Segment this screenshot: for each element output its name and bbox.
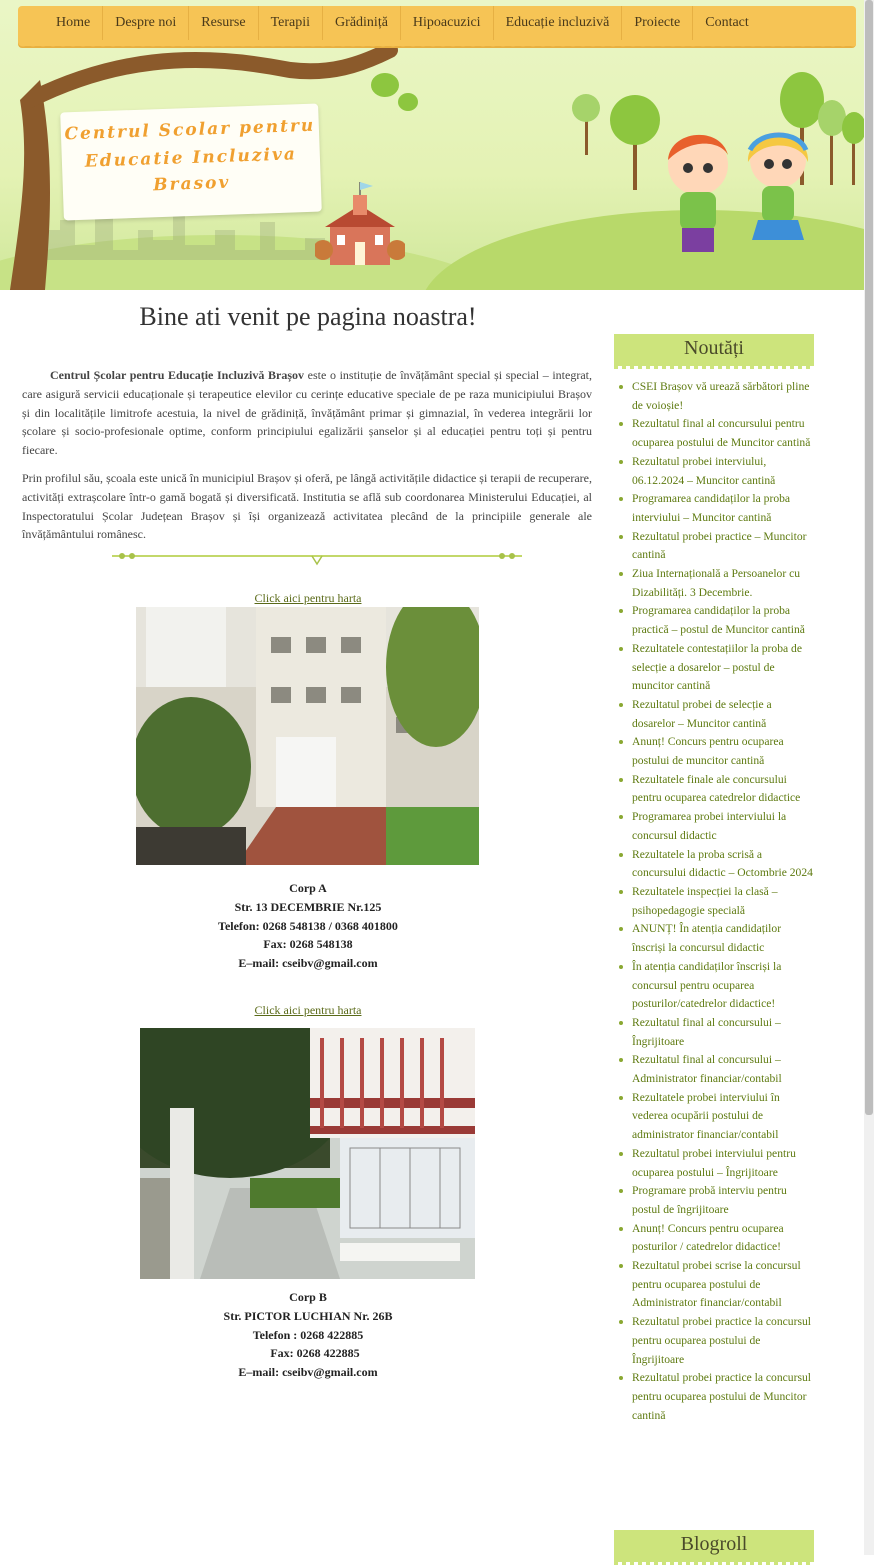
news-item-link[interactable]: Rezultatul probei interviului pentru ocuparea postului – Îngrijitoare	[614, 1145, 814, 1182]
nav-resurse[interactable]: Resurse	[189, 6, 258, 40]
news-item-link[interactable]: Rezultatul probei practice la concursul pentru ocuparea postului de Îngrijitoare	[614, 1313, 814, 1369]
corp-b-email: E–mail: cseibv@gmail.com	[238, 1365, 378, 1380]
corp-a-email: E–mail: cseibv@gmail.com	[238, 956, 378, 971]
blogroll-widget-title: Blogroll	[614, 1530, 814, 1562]
nav-educatie-incluziva[interactable]: Educație incluzivă	[494, 6, 623, 40]
news-item-link[interactable]: În atenția candidaților înscriși la concursul pentru ocuparea posturilor/catedrelor didactice!	[614, 958, 814, 1014]
profile-paragraph: Prin profilul său, școala este unică în municipiul Brașov și oferă, pe lângă activitățile didactice și terapii de recuperare, activități extrașcolare într-o gamă bogată și diversificată. Institutia se află sub coordonarea Ministerului Educației, al Inspectoratului Școlar Județean Brașov și își organizează activitatea plecând de la principiile generale ale învățământului românesc.	[22, 471, 592, 542]
news-item-link[interactable]: Rezultatul probei de selecție a dosarelor – Muncitor cantină	[614, 696, 814, 733]
corp-a-address: Str. 13 DECEMBRIE Nr.125	[234, 899, 382, 914]
corp-a-name: Corp A	[289, 881, 327, 895]
news-item-link[interactable]: Rezultatele la proba scrisă a concursului didactic – Octombrie 2024	[614, 846, 814, 883]
corp-a-phone: Telefon: 0268 548138 / 0368 401800	[218, 918, 398, 933]
news-list	[614, 378, 814, 1425]
nav-home[interactable]: Home	[44, 6, 103, 40]
logo-line-3: Brasov	[152, 172, 231, 196]
news-item-link[interactable]: Programarea probei interviului la concursul didactic	[614, 808, 814, 845]
news-item-link[interactable]: Rezultatele probei interviului în vederea ocupării postului de administrator financiar/contabil	[614, 1089, 814, 1145]
intro-text: este o instituție de învățământ special și special – integrat, care asigură servicii educaționale și terapeutice elevilor cu cerințe educative speciale de pe raza municipiului Brașov și din localitățile limitrofe acestuia, la nivel de grădiniță, învățământ primar și gimnazial, în vederea integrării lor școlare și socio-profesionale optime, conform principiului egalizării șanselor și al educației pentru toți și pentru fiecare.	[22, 368, 593, 458]
corp-b-info	[22, 1288, 594, 1382]
header-banner	[0, 0, 874, 290]
news-item-link[interactable]: Rezultatul final al concursului pentru ocuparea postului de Muncitor cantină	[614, 415, 814, 452]
sidebar	[614, 334, 814, 1425]
news-item-link[interactable]: Rezultatul probei practice – Muncitor cantină	[614, 528, 814, 565]
news-item-link[interactable]: Programarea candidaților la proba practică – postul de Muncitor cantină	[614, 602, 814, 639]
news-item-link[interactable]: Rezultatul probei scrise la concursul pentru ocuparea postului de Administrator financiar/contabil	[614, 1257, 814, 1313]
logo-sign[interactable]	[60, 104, 322, 221]
nav-contact[interactable]: Contact	[705, 15, 749, 30]
nav-despre-noi[interactable]: Despre noi	[103, 6, 189, 40]
corp-a-fax: Fax: 0268 548138	[263, 937, 353, 952]
news-widget-title: Noutăți	[614, 334, 814, 366]
news-item-link[interactable]: Ziua Internațională a Persoanelor cu Dizabilități. 3 Decembrie.	[614, 565, 814, 602]
news-item-link[interactable]: Anunț! Concurs pentru ocuparea postului de muncitor cantină	[614, 733, 814, 770]
nav-terapii[interactable]: Terapii	[259, 6, 323, 40]
scrollbar-thumb[interactable]	[865, 0, 873, 1115]
news-item-link[interactable]: Anunț! Concurs pentru ocuparea posturilor / catedrelor didactice!	[614, 1220, 814, 1257]
map-link-corp-a[interactable]: Click aici pentru harta	[254, 591, 362, 605]
logo-line-2: Educatie Incluziva	[84, 144, 298, 172]
news-item-link[interactable]: Rezultatul probei practice la concursul pentru ocuparea postului de Muncitor cantină	[614, 1369, 814, 1425]
photo-corp-a[interactable]	[136, 607, 479, 865]
news-item-link[interactable]: CSEI Brașov vă urează sărbători pline de voioșie!	[614, 378, 814, 415]
news-item-link[interactable]: Rezultatele inspecției la clasă – psihopedagogie specială	[614, 883, 814, 920]
intro-bold: Centrul Școlar pentru Educație Incluzivă Brașov	[50, 368, 304, 382]
news-item-link[interactable]: Rezultatul final al concursului – Administrator financiar/contabil	[614, 1051, 814, 1088]
children-illustration	[650, 120, 820, 270]
news-item-link[interactable]: Rezultatul final al concursului – Îngrijitoare	[614, 1014, 814, 1051]
corp-b-fax: Fax: 0268 422885	[270, 1346, 360, 1361]
nav-hipoacuzici[interactable]: Hipoacuzici	[401, 6, 494, 40]
photo-corp-b[interactable]	[140, 1028, 475, 1279]
map-link-corp-b[interactable]: Click aici pentru harta	[254, 1003, 362, 1017]
logo-line-1: Centrul Scolar pentru	[64, 115, 316, 145]
intro-paragraph	[22, 366, 592, 460]
news-item-link[interactable]: Programare probă interviu pentru postul de îngrijitoare	[614, 1182, 814, 1219]
ornamental-divider	[112, 552, 522, 566]
nav-proiecte[interactable]: Proiecte	[622, 6, 693, 40]
school-building-illustration	[315, 180, 405, 270]
news-item-link[interactable]: Rezultatele contestațiilor la proba de selecție a dosarelor – postul de muncitor cantină	[614, 640, 814, 696]
corp-b-name: Corp B	[289, 1290, 327, 1304]
nav-scallop-edge	[18, 42, 856, 50]
news-item-link[interactable]: Rezultatul probei interviului, 06.12.2024 – Muncitor cantină	[614, 453, 814, 490]
news-item-link[interactable]: ANUNȚ! În atenția candidaților înscriși la concursul didactic	[614, 920, 814, 957]
page-title: Bine ati venit pe pagina noastra!	[139, 302, 477, 331]
main-navigation	[18, 6, 856, 46]
scrollbar[interactable]	[864, 0, 874, 1555]
nav-gradinita[interactable]: Grădiniță	[323, 6, 401, 40]
main-content	[22, 300, 594, 1380]
corp-b-address: Str. PICTOR LUCHIAN Nr. 26B	[223, 1308, 393, 1323]
news-item-link[interactable]: Rezultatele finale ale concursului pentru ocuparea catedrelor didactice	[614, 771, 814, 808]
news-item-link[interactable]: Programarea candidaților la proba interviului – Muncitor cantină	[614, 490, 814, 527]
corp-a-info	[22, 879, 594, 973]
corp-b-phone: Telefon : 0268 422885	[252, 1327, 364, 1342]
